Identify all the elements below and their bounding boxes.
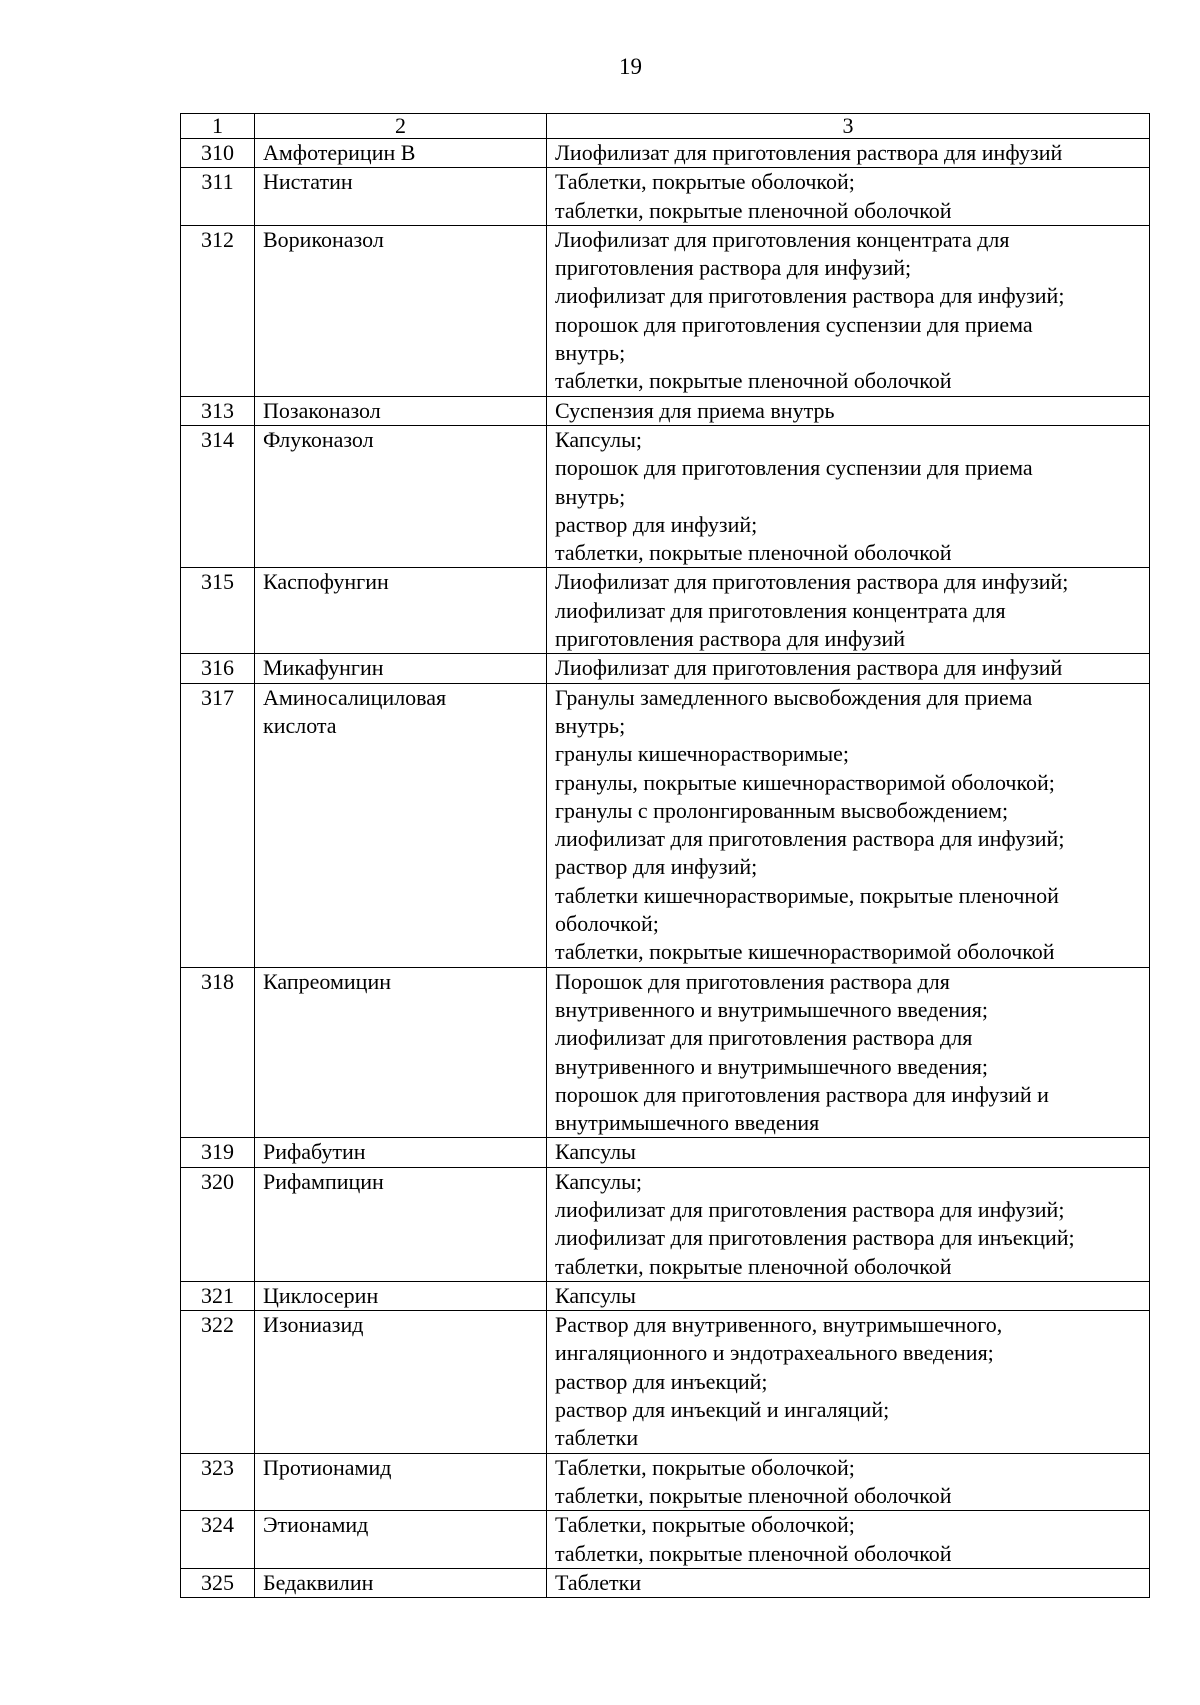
drug-name-cell: [255, 1511, 547, 1569]
dosage-form-line: лиофилизат для приготовления раствора для инфузий;: [555, 283, 1065, 309]
row-number: 313: [181, 396, 255, 425]
drug-name-cell: [255, 568, 547, 654]
drug-name: Протионамид: [263, 1454, 392, 1480]
drug-name-cell: [255, 425, 547, 567]
column-header-name: 2: [255, 114, 547, 139]
drug-name: Циклосерин: [263, 1282, 379, 1308]
dosage-form-line: Таблетки: [555, 1569, 642, 1595]
drug-name: Изониазид: [263, 1312, 364, 1338]
drug-name-cell: [255, 396, 547, 425]
row-number: 322: [181, 1311, 255, 1453]
drug-name: Рифампицин: [263, 1168, 384, 1194]
drug-name: Рифабутин: [263, 1139, 366, 1165]
table-row: [181, 1138, 1150, 1167]
dosage-form-line: таблетки, покрытые пленочной оболочкой: [555, 1482, 952, 1508]
table-row: [181, 568, 1150, 654]
row-number: 311: [181, 168, 255, 226]
table-row: [181, 654, 1150, 683]
dosage-form-line: внутривенного и внутримышечного введения;: [555, 996, 988, 1022]
row-number: 318: [181, 967, 255, 1138]
dosage-forms-cell: [547, 967, 1150, 1138]
table-row: [181, 1311, 1150, 1453]
drug-name-cell: [255, 1568, 547, 1597]
dosage-form-line: лиофилизат для приготовления раствора для: [555, 1025, 973, 1051]
dosage-form-line: раствор для инъекций;: [555, 1368, 768, 1394]
dosage-forms-cell: [547, 168, 1150, 226]
row-number: 324: [181, 1511, 255, 1569]
dosage-form-line: Лиофилизат для приготовления раствора для инфузий: [555, 140, 1063, 165]
row-number: 321: [181, 1281, 255, 1310]
dosage-forms-cell: [547, 1568, 1150, 1597]
dosage-form-line: приготовления раствора для инфузий;: [555, 255, 912, 281]
dosage-form-line: таблетки кишечнорастворимые, покрытые пленочной: [555, 882, 1059, 908]
table-row: [181, 225, 1150, 396]
dosage-form-line: лиофилизат для приготовления раствора для инъекций;: [555, 1225, 1075, 1251]
row-number: 314: [181, 425, 255, 567]
drug-name-cell: [255, 967, 547, 1138]
dosage-forms-cell: [547, 1281, 1150, 1310]
table-row: [181, 967, 1150, 1138]
dosage-form-line: таблетки, покрытые пленочной оболочкой: [555, 197, 952, 223]
dosage-form-line: раствор для инъекций и ингаляций;: [555, 1397, 890, 1423]
dosage-form-line: порошок для приготовления раствора для инфузий и: [555, 1081, 1049, 1107]
dosage-forms-cell: [547, 396, 1150, 425]
dosage-forms-cell: [547, 425, 1150, 567]
table-row: [181, 1511, 1150, 1569]
table-row: [181, 1281, 1150, 1310]
table-row: [181, 396, 1150, 425]
column-header-forms: 3: [547, 114, 1150, 139]
dosage-form-line: порошок для приготовления суспензии для приема: [555, 455, 1033, 481]
dosage-form-line: таблетки, покрытые пленочной оболочкой: [555, 1253, 952, 1279]
table-row: [181, 1167, 1150, 1281]
dosage-form-line: Лиофилизат для приготовления раствора для инфузий;: [555, 569, 1069, 595]
dosage-form-line: внутрь;: [555, 712, 626, 738]
row-number: 319: [181, 1138, 255, 1167]
drug-name: Каспофунгин: [263, 569, 389, 595]
dosage-form-line: Суспензия для приема внутрь: [555, 397, 835, 423]
dosage-forms-cell: [547, 225, 1150, 396]
drug-name: Флуконазол: [263, 426, 374, 452]
dosage-form-line: Капсулы: [555, 1282, 636, 1308]
drug-name: Нистатин: [263, 169, 353, 195]
dosage-forms-cell: [547, 1167, 1150, 1281]
drug-name: Бедаквилин: [263, 1569, 374, 1595]
dosage-forms-cell: [547, 1511, 1150, 1569]
drug-name-cell: [255, 1311, 547, 1453]
dosage-form-line: гранулы, покрытые кишечнорастворимой оболочкой;: [555, 769, 1055, 795]
dosage-form-line: приготовления раствора для инфузий: [555, 626, 905, 652]
dosage-form-line: Лиофилизат для приготовления концентрата для: [555, 226, 1010, 252]
table-row: [181, 683, 1150, 967]
dosage-form-line: ингаляционного и эндотрахеального введения;: [555, 1340, 994, 1366]
dosage-form-line: раствор для инфузий;: [555, 854, 758, 880]
dosage-form-line: внутрь;: [555, 483, 626, 509]
drug-name: Вориконазол: [263, 226, 384, 252]
dosage-form-line: Капсулы: [555, 1139, 636, 1165]
drug-name-cell: [255, 654, 547, 683]
drug-name-cell: [255, 1167, 547, 1281]
dosage-form-line: раствор для инфузий;: [555, 511, 758, 537]
row-number: 315: [181, 568, 255, 654]
table-row: [181, 1568, 1150, 1597]
dosage-forms-cell: [547, 1453, 1150, 1511]
drug-name: Этионамид: [263, 1512, 369, 1538]
drug-name-cell: [255, 1138, 547, 1167]
dosage-form-line: таблетки, покрытые пленочной оболочкой: [555, 368, 952, 394]
row-number: 323: [181, 1453, 255, 1511]
drug-table: [180, 113, 1150, 1598]
table-header-row: [181, 114, 1150, 139]
dosage-form-line: оболочкой;: [555, 911, 659, 937]
table-row: [181, 168, 1150, 226]
column-header-number: 1: [181, 114, 255, 139]
dosage-form-line: таблетки, покрытые пленочной оболочкой: [555, 1540, 952, 1566]
dosage-form-line: лиофилизат для приготовления раствора для инфузий;: [555, 826, 1065, 852]
dosage-form-line: Лиофилизат для приготовления раствора для инфузий: [555, 655, 1063, 681]
drug-name: Капреомицин: [263, 968, 391, 994]
table-row: [181, 1453, 1150, 1511]
row-number: 316: [181, 654, 255, 683]
dosage-forms-cell: [547, 568, 1150, 654]
dosage-form-line: таблетки: [555, 1425, 639, 1451]
dosage-form-line: таблетки, покрытые пленочной оболочкой: [555, 540, 952, 566]
drug-name: Микафунгин: [263, 655, 384, 681]
row-number: 317: [181, 683, 255, 967]
drug-name: Аминосалициловая: [263, 684, 447, 710]
dosage-forms-cell: [547, 654, 1150, 683]
dosage-form-line: лиофилизат для приготовления раствора для инфузий;: [555, 1196, 1065, 1222]
dosage-forms-cell: [547, 1138, 1150, 1167]
dosage-form-line: таблетки, покрытые кишечнорастворимой оболочкой: [555, 939, 1055, 965]
dosage-form-line: Капсулы;: [555, 1168, 643, 1194]
dosage-form-line: Таблетки, покрытые оболочкой;: [555, 1454, 855, 1480]
dosage-form-line: Раствор для внутривенного, внутримышечного,: [555, 1312, 1003, 1338]
row-number: 325: [181, 1568, 255, 1597]
drug-name: Позаконазол: [263, 397, 381, 423]
row-number: 310: [181, 139, 255, 168]
row-number: 312: [181, 225, 255, 396]
drug-name-cell: [255, 139, 547, 168]
dosage-form-line: внутрь;: [555, 340, 626, 366]
drug-name-cell: [255, 1281, 547, 1310]
dosage-form-line: гранулы с пролонгированным высвобождением;: [555, 797, 1009, 823]
drug-name-cell: [255, 683, 547, 967]
row-number: 320: [181, 1167, 255, 1281]
table-row: [181, 425, 1150, 567]
dosage-form-line: лиофилизат для приготовления концентрата для: [555, 597, 1006, 623]
dosage-form-line: Гранулы замедленного высвобождения для приема: [555, 684, 1033, 710]
drug-name-cell: [255, 225, 547, 396]
drug-name: Амфотерицин В: [263, 140, 416, 165]
dosage-form-line: гранулы кишечнорастворимые;: [555, 741, 850, 767]
dosage-form-line: внутривенного и внутримышечного введения;: [555, 1053, 988, 1079]
dosage-forms-cell: [547, 1311, 1150, 1453]
drug-name-cell: [255, 168, 547, 226]
drug-name: кислота: [263, 712, 337, 738]
table-row: [181, 139, 1150, 168]
dosage-form-line: Таблетки, покрытые оболочкой;: [555, 1512, 855, 1538]
dosage-forms-cell: [547, 139, 1150, 168]
dosage-form-line: порошок для приготовления суспензии для приема: [555, 311, 1033, 337]
dosage-form-line: Таблетки, покрытые оболочкой;: [555, 169, 855, 195]
drug-name-cell: [255, 1453, 547, 1511]
dosage-forms-cell: [547, 683, 1150, 967]
dosage-form-line: Порошок для приготовления раствора для: [555, 968, 950, 994]
page-number: 19: [619, 54, 642, 79]
dosage-form-line: Капсулы;: [555, 426, 643, 452]
dosage-form-line: внутримышечного введения: [555, 1110, 820, 1136]
